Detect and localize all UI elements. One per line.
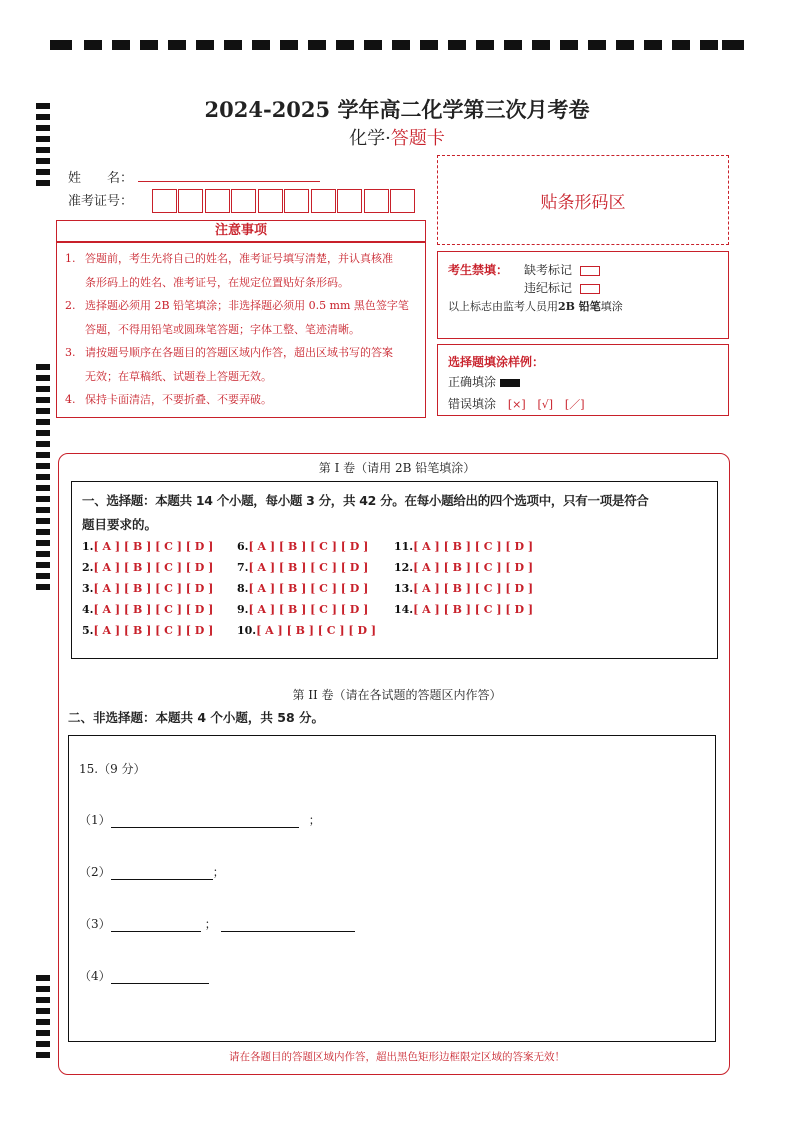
note-item: 2. 选择题必须用 2B 铅笔填涂；非选择题必须用 0.5 mm 黑色签字笔 [65,299,409,312]
barcode-area [437,155,729,245]
question-number: 8. [237,582,249,595]
timing-mark [532,40,550,50]
page-title: 2024-2025 学年高二化学第三次月考卷 [204,97,590,122]
notes-title: 注意事项 [56,220,426,242]
absent-mark-row: 缺考标记 [524,261,600,278]
choice-question-13[interactable] [394,582,533,595]
timing-mark [722,40,744,50]
question-number: 9. [237,603,249,616]
side-timing-mark [36,452,50,458]
side-timing-mark [36,562,50,568]
id-digit-box[interactable] [152,189,177,213]
timing-mark [700,40,718,50]
timing-mark [364,40,382,50]
side-timing-mark [36,386,50,392]
q15-title: 15.（9 分） [79,762,146,776]
part1-instruction-cont: 题目要求的。 [82,517,158,532]
absent-mark-box[interactable] [580,266,600,276]
question-number: 12. [394,561,414,574]
part2-instruction: 二、非选择题：本题共 4 个小题，共 58 分。 [68,710,325,725]
timing-mark [308,40,326,50]
side-timing-mark [36,375,50,381]
choice-question-5[interactable] [82,624,213,637]
question-number: 10. [237,624,257,637]
answer-options[interactable]: [ A ] [ B ] [ C ] [ D ] [93,582,214,595]
side-timing-mark [36,364,50,370]
filled-block-icon [500,379,520,387]
choice-question-3[interactable] [82,582,213,595]
q15-sub3: （3） ； [79,915,355,932]
side-timing-mark [36,1019,50,1025]
answer-options[interactable]: [ A ] [ B ] [ C ] [ D ] [248,603,369,616]
choice-question-12[interactable] [394,561,533,574]
question-number: 4. [82,603,94,616]
question-number: 5. [82,624,94,637]
question-number: 13. [394,582,414,595]
timing-mark [644,40,662,50]
question-number: 2. [82,561,94,574]
note-item: 4. 保持卡面清洁，不要折叠、不要弄破。 [65,393,272,406]
answer-options[interactable]: [ A ] [ B ] [ C ] [ D ] [413,561,534,574]
side-timing-mark [36,1030,50,1036]
id-digit-box[interactable] [311,189,336,213]
id-digit-box[interactable] [337,189,362,213]
answer-options[interactable]: [ A ] [ B ] [ C ] [ D ] [248,582,369,595]
timing-mark [168,40,186,50]
correct-fill-row: 正确填涂 [448,373,520,390]
choice-question-14[interactable] [394,603,533,616]
timing-mark [280,40,298,50]
side-timing-mark [36,573,50,579]
answer-blank[interactable] [111,815,299,828]
side-timing-mark [36,584,50,590]
side-timing-mark [36,997,50,1003]
answer-options[interactable]: [ A ] [ B ] [ C ] [ D ] [93,540,214,553]
subtitle-suffix: 答题卡 [390,128,445,149]
answer-options[interactable]: [ A ] [ B ] [ C ] [ D ] [413,540,534,553]
part1-header: 第 I 卷（请用 2B 铅笔填涂） [318,461,476,475]
fill-example-title: 选择题填涂样例： [448,355,545,369]
id-digit-box[interactable] [390,189,415,213]
subtitle-prefix: 化学· [349,128,391,149]
side-timing-mark [36,986,50,992]
side-timing-mark [36,419,50,425]
q15-answer-box[interactable] [68,735,716,1042]
choice-question-8[interactable] [237,582,368,595]
answer-options[interactable]: [ A ] [ B ] [ C ] [ D ] [248,561,369,574]
side-timing-mark [36,441,50,447]
q15-sub2: （2） ； [79,865,225,879]
notes-box [56,242,426,418]
wrong-mark-slash: [／] [564,398,585,411]
choice-question-6[interactable] [237,540,368,553]
page-subtitle [0,124,794,150]
timing-mark [50,40,72,50]
side-timing-mark [36,975,50,981]
id-digit-box[interactable] [258,189,283,213]
choice-question-1[interactable] [82,540,213,553]
side-timing-mark [36,1041,50,1047]
choice-question-4[interactable] [82,603,213,616]
timing-mark [392,40,410,50]
side-timing-mark [36,180,50,186]
part1-instruction: 一、选择题：本题共 14 个小题，每小题 3 分，共 42 分。在每小题给出的四个选项中，只有一项是符合 [82,493,649,508]
name-field[interactable] [138,181,320,182]
side-timing-mark [36,551,50,557]
timing-mark [588,40,606,50]
answer-blank[interactable] [111,919,201,932]
side-timing-mark [36,408,50,414]
timing-mark [616,40,634,50]
timing-mark [140,40,158,50]
question-number: 6. [237,540,249,553]
timing-mark [476,40,494,50]
answer-options[interactable]: [ A ] [ B ] [ C ] [ D ] [248,540,369,553]
q15-sub1: （1） ； [79,813,321,827]
id-digit-box[interactable] [364,189,389,213]
answer-options[interactable]: [ A ] [ B ] [ C ] [ D ] [93,603,214,616]
side-timing-mark [36,518,50,524]
side-timing-mark [36,507,50,513]
timing-mark [448,40,466,50]
timing-mark [224,40,242,50]
note-item-cont: 答题，不得用铅笔或圆珠笔答题；字体工整、笔迹清晰。 [85,322,360,336]
answer-options[interactable]: [ A ] [ B ] [ C ] [ D ] [93,624,214,637]
side-timing-mark [36,529,50,535]
wrong-mark-check: [√] [537,398,554,411]
wrong-mark-cross: [×] [507,398,526,411]
answer-options[interactable]: [ A ] [ B ] [ C ] [ D ] [413,582,534,595]
id-label: 准考证号： [68,194,134,209]
footer-warning: 请在各题目的答题区域内作答，超出黑色矩形边框限定区域的答案无效！ [229,1051,565,1063]
part2-header: 第 II 卷（请在各试题的答题区内作答） [292,688,502,702]
violation-mark-row: 违纪标记 [524,279,600,296]
question-number: 3. [82,582,94,595]
choice-question-7[interactable] [237,561,368,574]
exam-marks-note: 以上标志由监考人员用2B 铅笔填涂 [448,300,623,313]
id-digit-box[interactable] [284,189,309,213]
timing-mark [672,40,690,50]
answer-options[interactable]: [ A ] [ B ] [ C ] [ D ] [256,624,377,637]
answer-blank[interactable] [221,919,355,932]
timing-mark [252,40,270,50]
name-label: 姓 名： [68,171,134,186]
timing-mark [336,40,354,50]
id-digit-box[interactable] [205,189,230,213]
choice-question-11[interactable] [394,540,533,553]
question-number: 1. [82,540,94,553]
side-timing-mark [36,397,50,403]
choice-question-2[interactable] [82,561,213,574]
question-number: 14. [394,603,414,616]
note-item-cont: 无效；在草稿纸、试题卷上答题无效。 [85,369,272,383]
side-timing-mark [36,169,50,175]
timing-mark [84,40,102,50]
barcode-label: 贴条形码区 [540,193,626,213]
q15-sub4: （4） [79,967,209,984]
side-timing-mark [36,430,50,436]
timing-mark [196,40,214,50]
id-digit-box[interactable] [178,189,203,213]
timing-mark [504,40,522,50]
answer-blank[interactable] [111,971,209,984]
timing-mark [420,40,438,50]
violation-mark-box[interactable] [580,284,600,294]
side-timing-mark [36,158,50,164]
side-timing-mark [36,485,50,491]
question-number: 7. [237,561,249,574]
answer-options[interactable]: [ A ] [ B ] [ C ] [ D ] [413,603,534,616]
timing-mark [560,40,578,50]
question-number: 11. [394,540,414,553]
exam-marks-box [437,251,729,339]
exam-marks-title: 考生禁填： [448,263,509,277]
choice-question-9[interactable] [237,603,368,616]
timing-mark [112,40,130,50]
side-timing-mark [36,1008,50,1014]
side-timing-mark [36,496,50,502]
note-item: 1. 答题前，考生先将自己的姓名，准考证号填写清楚，并认真核准 [65,252,393,265]
note-item-cont: 条形码上的姓名、准考证号，在规定位置贴好条形码。 [85,275,349,289]
note-item: 3. 请按题号顺序在各题目的答题区域内作答，超出区域书写的答案 [65,346,393,359]
answer-blank[interactable] [111,867,213,880]
fill-example-box [437,344,729,416]
answer-options[interactable]: [ A ] [ B ] [ C ] [ D ] [93,561,214,574]
wrong-fill-row: 错误填涂 [×] [√] [／] [448,397,585,411]
choice-question-10[interactable] [237,624,376,637]
side-timing-mark [36,540,50,546]
id-digit-box[interactable] [231,189,256,213]
